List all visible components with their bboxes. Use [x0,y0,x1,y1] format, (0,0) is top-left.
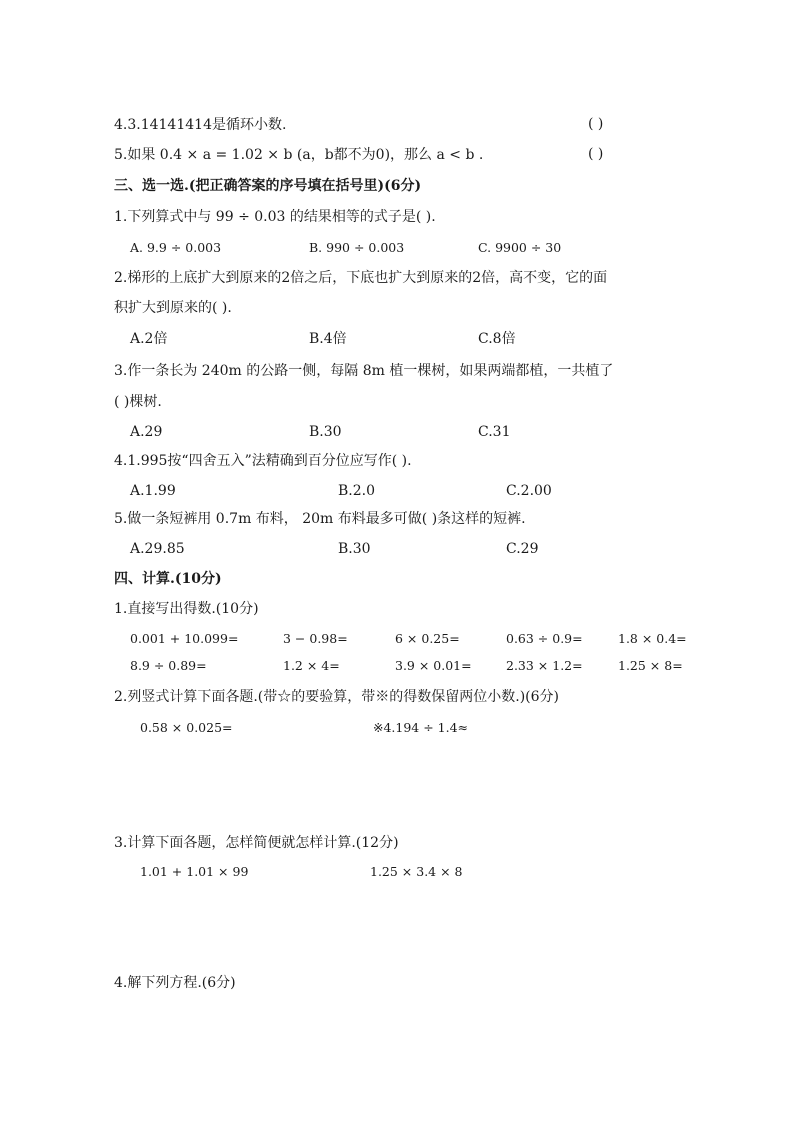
oral-calc-item: 6 × 0.25= [395,631,460,646]
oral-calc-item: 3 − 0.98= [283,631,348,646]
simplify-calc-item: 1.25 × 3.4 × 8 [370,864,463,879]
mc-q3-option-c: C.31 [478,424,511,440]
mc-q5-option-c: C.29 [506,541,539,557]
calc-question-3: 3.计算下面各题，怎样简便就怎样计算.(12分) [114,835,399,851]
mc-question-5: 5.做一条短裤用 0.7m 布料， 20m 布料最多可做( )条这样的短裤. [114,511,526,527]
oral-calc-item: 1.25 × 8= [618,658,683,673]
mc-question-4: 4.1.995按“四舍五入”法精确到百分位应写作( ). [114,453,412,469]
calc-question-4: 4.解下列方程.(6分) [114,975,236,991]
oral-calc-item: 0.001 + 10.099= [130,631,239,646]
mc-q2-option-c: C.8倍 [478,331,516,347]
oral-calc-item: 1.8 × 0.4= [618,631,687,646]
mc-q1-option-c: C. 9900 ÷ 30 [478,240,562,255]
section-3-title: 三、选一选.(把正确答案的序号填在括号里)(6分) [114,178,422,194]
oral-calc-item: 0.63 ÷ 0.9= [506,631,583,646]
answer-paren-4: ( ) [588,116,604,132]
calc-question-2: 2.列竖式计算下面各题.(带☆的要验算，带※的得数保留两位小数.)(6分) [114,689,560,705]
oral-calc-item: 2.33 × 1.2= [506,658,583,673]
mc-question-3-line2: ( )棵树. [114,394,162,410]
vertical-calc-item: ※4.194 ÷ 1.4≈ [373,720,469,735]
answer-paren-5: ( ) [588,146,604,162]
mc-question-1: 1.下列算式中与 99 ÷ 0.03 的结果相等的式子是( ). [114,209,436,225]
mc-q2-option-a: A.2倍 [130,331,168,347]
section-4-title: 四、计算.(10分) [114,571,222,587]
mc-question-3-line1: 3.作一条长为 240m 的公路一侧，每隔 8m 植一棵树，如果两端都植，一共植了 [114,363,614,379]
mc-q3-option-b: B.30 [309,424,342,440]
mc-q5-option-b: B.30 [338,541,371,557]
judge-question-4: 4.3.14141414是循环小数. [114,117,287,133]
mc-q1-option-b: B. 990 ÷ 0.003 [309,240,405,255]
oral-calc-item: 1.2 × 4= [283,658,340,673]
oral-calc-item: 3.9 × 0.01= [395,658,472,673]
simplify-calc-item: 1.01 + 1.01 × 99 [140,864,249,879]
mc-q2-option-b: B.4倍 [309,331,347,347]
mc-q3-option-a: A.29 [130,424,163,440]
mc-q4-option-a: A.1.99 [130,483,176,499]
mc-question-2-line1: 2.梯形的上底扩大到原来的2倍之后，下底也扩大到原来的2倍，高不变，它的面 [114,270,608,286]
mc-q4-option-c: C.2.00 [506,483,552,499]
judge-question-5: 5.如果 0.4 × a = 1.02 × b (a，b都不为0)，那么 a < b . [114,147,484,163]
mc-q5-option-a: A.29.85 [130,541,185,557]
oral-calc-item: 8.9 ÷ 0.89= [130,658,207,673]
mc-q1-option-a: A. 9.9 ÷ 0.003 [130,240,222,255]
vertical-calc-item: 0.58 × 0.025= [140,720,233,735]
mc-question-2-line2: 积扩大到原来的( ). [114,300,232,316]
mc-q4-option-b: B.2.0 [338,483,376,499]
calc-question-1: 1.直接写出得数.(10分) [114,601,259,617]
